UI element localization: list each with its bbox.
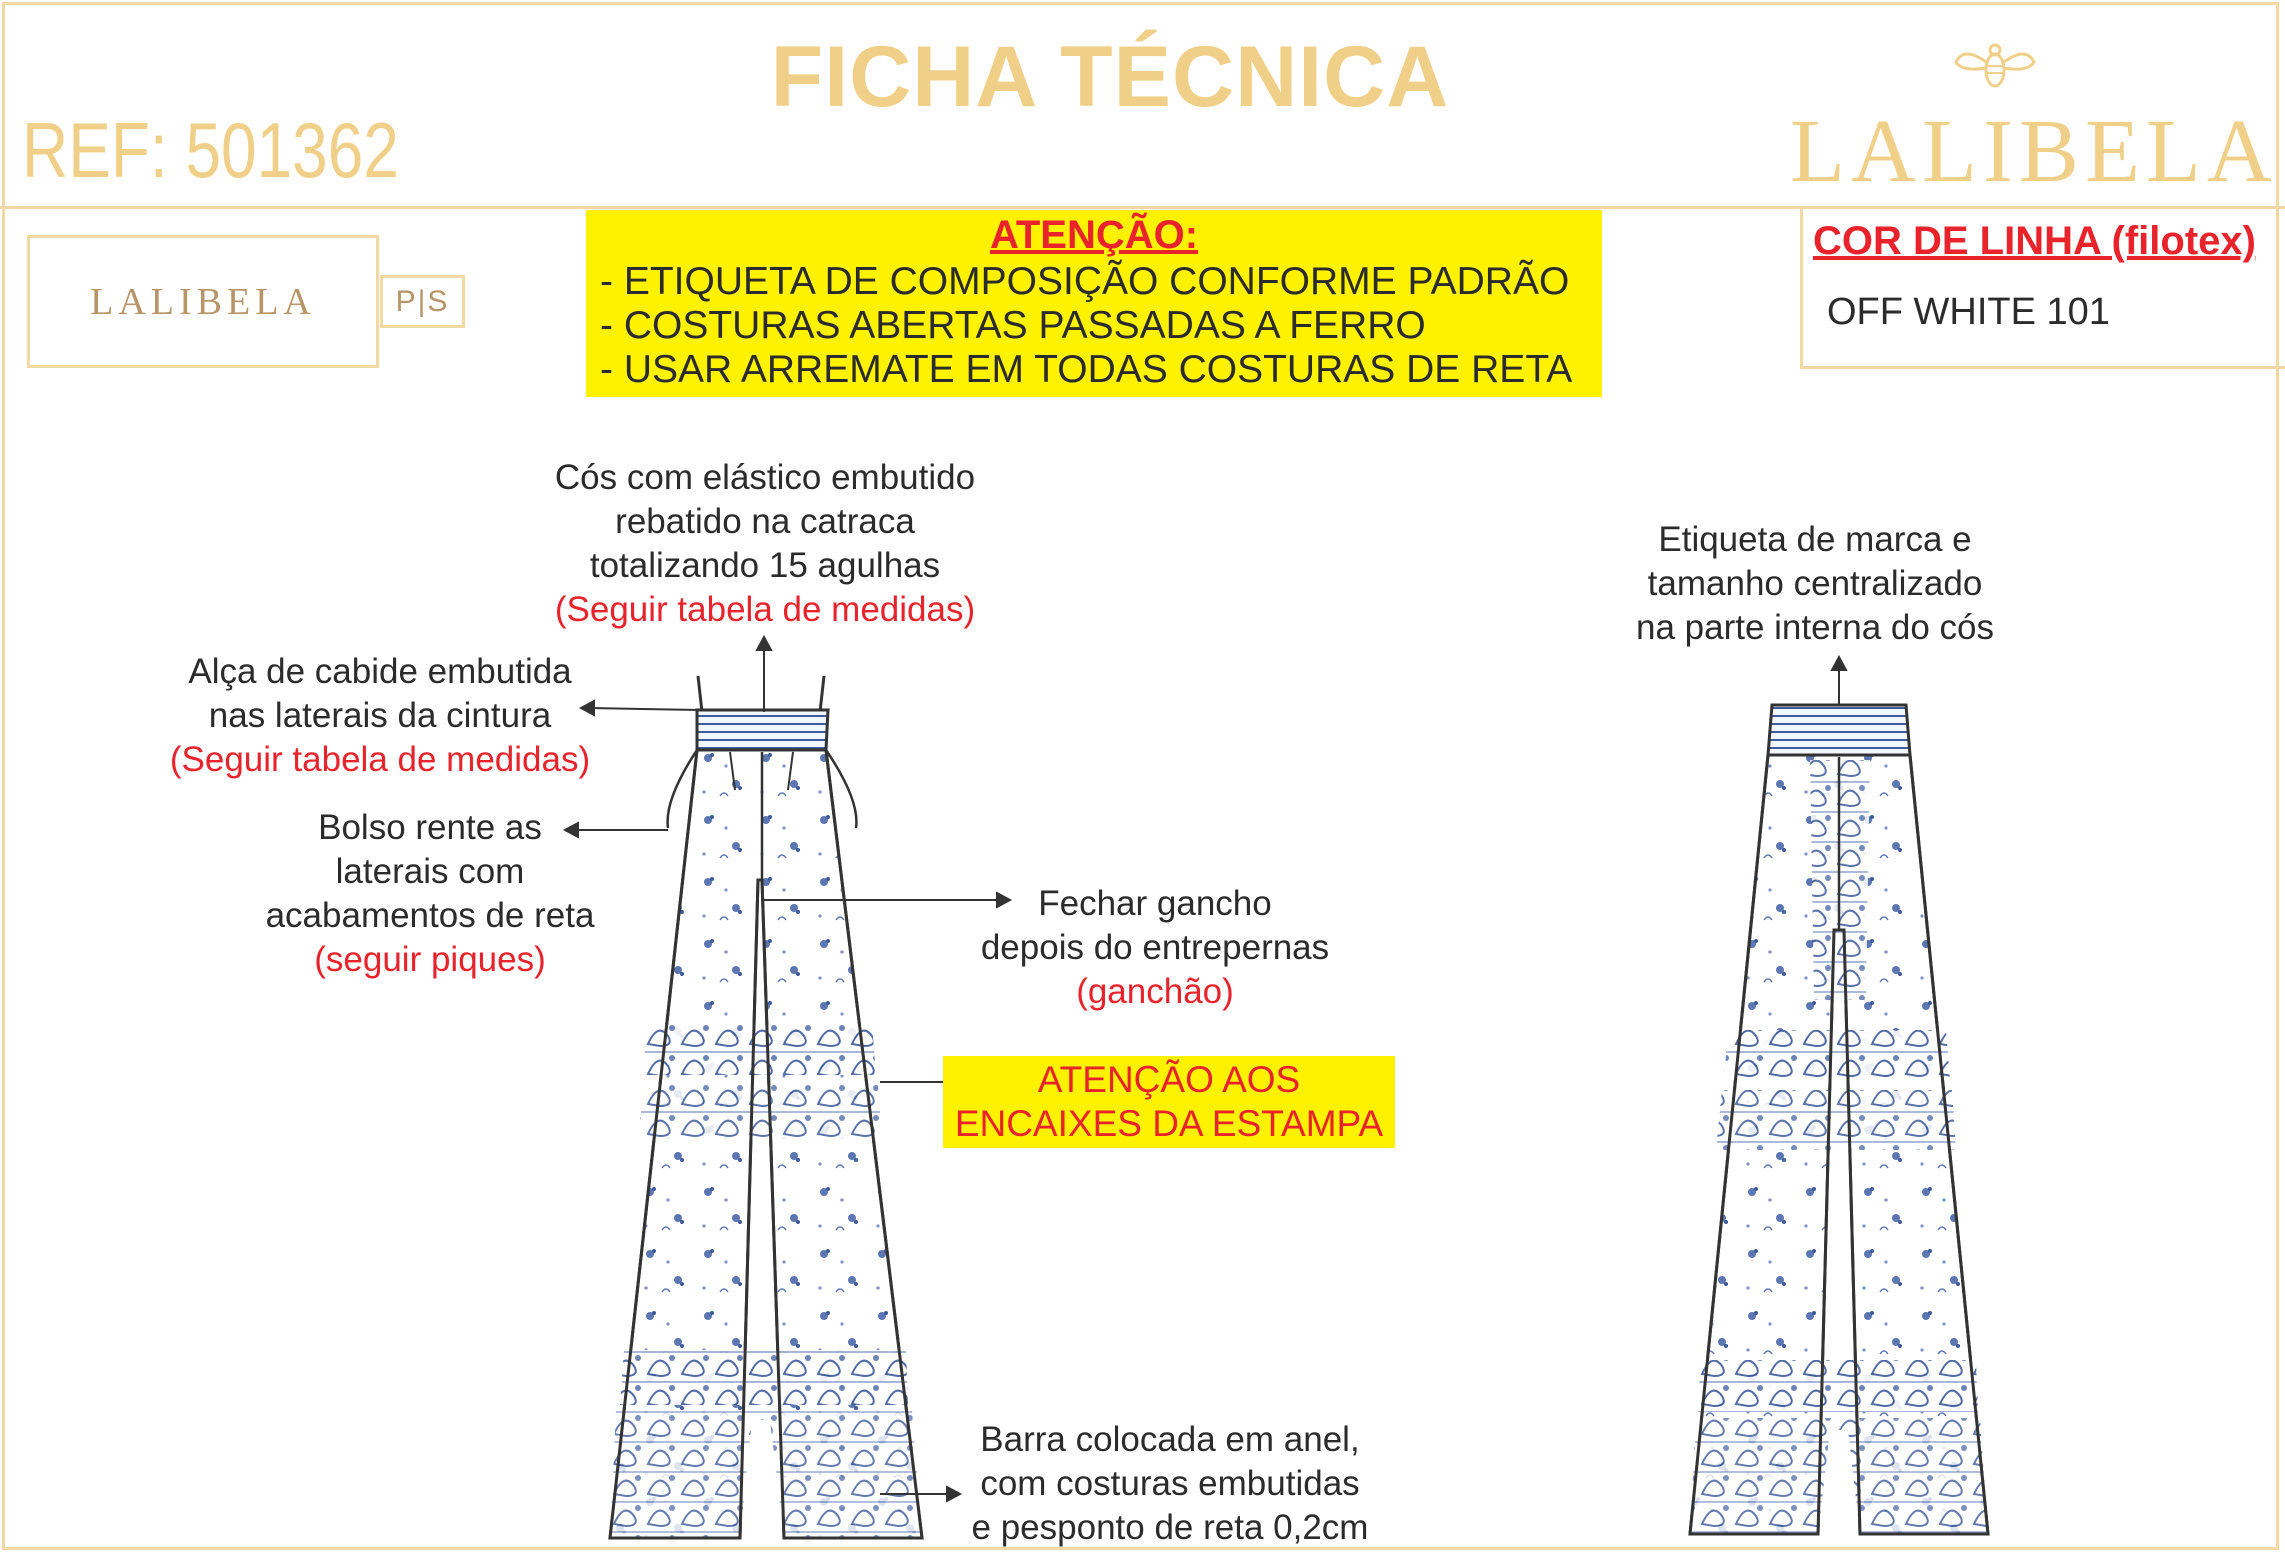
- back-trousers: [1690, 705, 1988, 1534]
- note-text-red: (ganchão): [1076, 972, 1234, 1011]
- attention-heading: ATENÇÃO:: [989, 213, 1199, 257]
- note-text: Alça de cabide embutida: [188, 652, 572, 691]
- note-text: e pesponto de reta 0,2cm: [971, 1508, 1369, 1547]
- note-text-red: (Seguir tabela de medidas): [169, 740, 591, 779]
- note-text: Fechar gancho: [1038, 884, 1272, 923]
- print-alignment-warning: [943, 1056, 1395, 1148]
- size-label-text: P|S: [395, 284, 450, 318]
- note-hem: [930, 1418, 1410, 1550]
- note-text: Etiqueta de marca e: [1658, 520, 1972, 559]
- note-text: totalizando 15 agulhas: [589, 546, 941, 585]
- note-hanger-loop: [120, 650, 640, 782]
- attention-line: - USAR ARREMATE EM TODAS COSTURAS DE RETA: [600, 348, 1573, 391]
- thread-color-value: OFF WHITE 101: [1827, 291, 2110, 333]
- front-trousers: [610, 676, 922, 1538]
- brand-logo: LALIBELA: [1790, 102, 2278, 201]
- note-text: Barra colocada em anel,: [980, 1420, 1360, 1459]
- note-text: nas laterais da cintura: [208, 696, 552, 735]
- attention-line: - ETIQUETA DE COMPOSIÇÃO CONFORME PADRÃO: [600, 260, 1570, 303]
- note-text-red: (Seguir tabela de medidas): [554, 590, 976, 629]
- note-waistband: [510, 456, 1020, 632]
- note-crotch: [930, 882, 1380, 1014]
- brand-label-text: LALIBELA: [90, 280, 316, 323]
- note-text: laterais com: [335, 852, 525, 891]
- note-text: na parte interna do cós: [1635, 608, 1994, 647]
- reference-code: REF: 501362: [22, 106, 399, 194]
- note-text: Bolso rente as: [318, 808, 542, 847]
- note-brand-label: [1590, 518, 2040, 650]
- warning-text: ENCAIXES DA ESTAMPA: [954, 1103, 1384, 1144]
- note-pocket: [225, 806, 635, 982]
- note-text: com costuras embutidas: [980, 1464, 1360, 1503]
- warning-text: ATENÇÃO AOS: [1037, 1059, 1301, 1100]
- thread-color-heading: COR DE LINHA (filotex): [1813, 219, 2256, 263]
- note-text: tamanho centralizado: [1647, 564, 1983, 603]
- note-text: Cós com elástico embutido: [554, 458, 976, 497]
- note-text-red: (seguir piques): [314, 940, 546, 979]
- note-text: rebatido na catraca: [615, 502, 915, 541]
- note-text: depois do entrepernas: [980, 928, 1330, 967]
- page-title: FICHA TÉCNICA: [770, 29, 1450, 125]
- note-text: acabamentos de reta: [265, 896, 595, 935]
- attention-line: - COSTURAS ABERTAS PASSADAS A FERRO: [600, 304, 1426, 347]
